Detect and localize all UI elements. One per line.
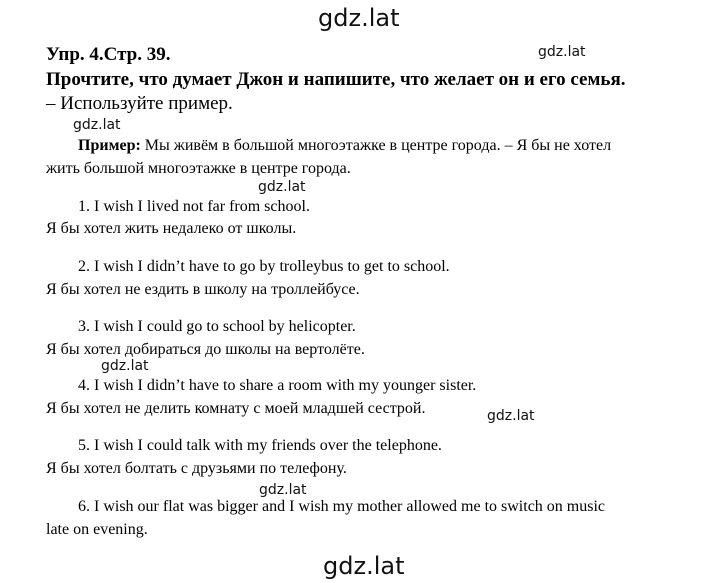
watermark-item4-above: gdz.lat: [101, 358, 149, 374]
watermark-title-right: gdz.lat: [538, 44, 586, 60]
watermark-top: gdz.lat: [318, 4, 400, 32]
item-4-russian: Я бы хотел не делить комнату с моей младшей сестрой.: [46, 400, 426, 417]
item-3-russian: Я бы хотел добираться до школы на вертолёте.: [46, 341, 365, 358]
watermark-item6-above: gdz.lat: [259, 482, 307, 498]
item-5-russian: Я бы хотел болтать с друзьями по телефону.: [46, 460, 347, 477]
watermark-bottom: gdz.lat: [323, 552, 405, 580]
item-4-english: 4. I wish I didn’t have to share a room with my younger sister.: [78, 377, 477, 394]
exercise-task: Прочтите, что думает Джон и напишите, что желает он и его семья.: [46, 69, 626, 90]
watermark-item1-above: gdz.lat: [258, 179, 306, 195]
item-6-english-line-2: late on evening.: [46, 521, 148, 538]
example-line-1: [78, 137, 611, 155]
watermark-instruction-left: gdz.lat: [73, 117, 121, 133]
item-3-english: 3. I wish I could go to school by helicopter.: [78, 318, 356, 335]
item-2-russian: Я бы хотел не ездить в школу на троллейбусе.: [46, 281, 360, 298]
example-line-2: жить большой многоэтажке в центре города.: [46, 160, 351, 177]
item-6-english-line-1: 6. I wish our flat was bigger and I wish my mother allowed me to switch on music: [78, 498, 606, 515]
example-label: Пример:: [78, 137, 141, 154]
item-2-english: 2. I wish I didn’t have to go by trolleybus to get to school.: [78, 258, 450, 275]
exercise-title: Упр. 4.Стр. 39.: [46, 44, 171, 65]
item-5-english: 5. I wish I could talk with my friends over the telephone.: [78, 437, 442, 454]
example-text-1: Мы живём в большой многоэтажке в центре города. – Я бы не хотел: [144, 137, 612, 154]
watermark-item4-right: gdz.lat: [487, 408, 535, 424]
exercise-instruction: – Используйте пример.: [46, 93, 233, 114]
item-1-russian: Я бы хотел жить недалеко от школы.: [46, 220, 297, 237]
item-1-english: 1. I wish I lived not far from school.: [78, 198, 310, 215]
